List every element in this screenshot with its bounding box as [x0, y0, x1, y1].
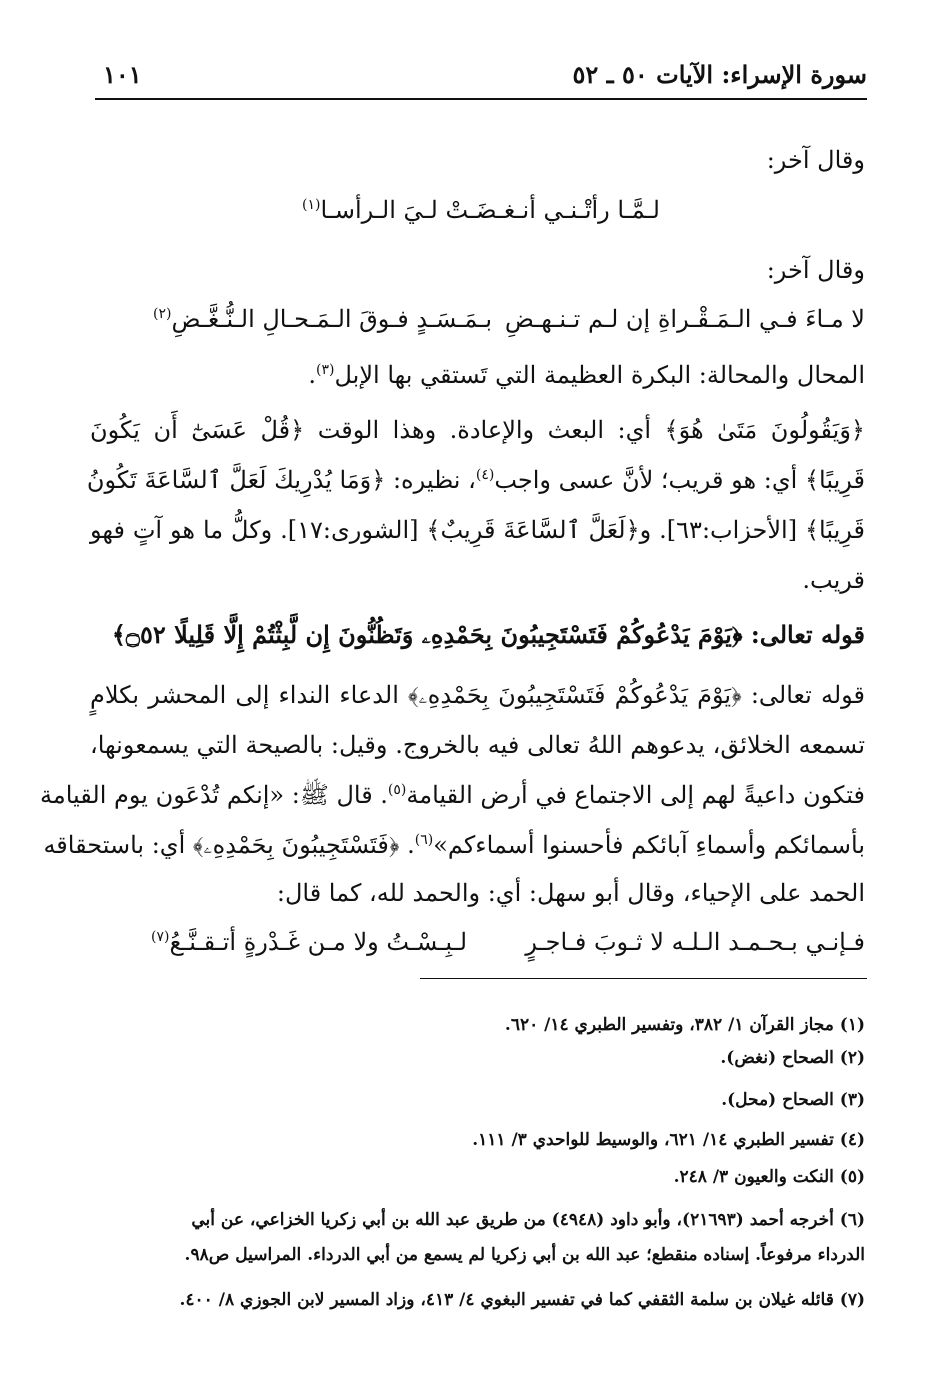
body-line-13b: . قال ﷺ: «إنكم تُدْعَون يوم القيامة — [40, 781, 388, 809]
footnote-3: (٣) الصحاح (محل). — [721, 1090, 865, 1110]
body-line-14 — [43, 830, 865, 860]
footnote-2: (٢) الصحاح (نغض). — [720, 1048, 865, 1068]
body-line-7a: قَرِيبًا﴾ أي: هو قريب؛ لأنَّ عسى واجب — [494, 466, 865, 494]
body-line-9: قريب. — [802, 566, 865, 594]
body-line-14a: بأسمائكم وأسماءِ آبائكم فأحسنوا أسماءكم» — [433, 831, 865, 859]
verse-heading — [112, 620, 865, 650]
footnote-ref-4: (٤) — [475, 467, 495, 483]
footnote-ref-2: (٢) — [152, 306, 172, 322]
footnote-6-continued: الدرداء مرفوعاً. إسناده منقطع؛ عبد الله بن أبي زكريا لم يسمع من أبي الدرداء. المراسيل ص٩٨. — [184, 1245, 865, 1265]
poem-line-1 — [95, 195, 867, 225]
body-line-13a: فتكون داعيةً لهم إلى الاجتماع في أرض القيامة — [406, 781, 865, 809]
footnote-ref-1: (١) — [302, 197, 321, 213]
footnote-ref-7: (٧) — [151, 929, 170, 945]
footnote-5: (٥) النكت والعيون ٣/ ٢٤٨. — [673, 1167, 865, 1187]
body-line-12: تسمعه الخلائق، يدعوهم اللهُ تعالى فيه بالخروج. وقيل: بالصيحة التي يسمعونها، — [90, 731, 865, 759]
page-header — [95, 52, 867, 100]
definition-end: . — [308, 361, 317, 389]
poem2-second-hemistich — [153, 305, 492, 333]
footnote-4: (٤) تفسير الطبري ١٤/ ٦٢١، والوسيط للواحدي ٣/ ١١١. — [472, 1130, 865, 1150]
footnote-ref-6: (٦) — [414, 832, 434, 848]
footnote-1: (١) مجاز القرآن ١/ ٣٨٢، وتفسير الطبري ١٤/ ٦٢٠. — [504, 1015, 865, 1035]
intro-line-2: وقال آخر: — [766, 256, 865, 284]
intro-line-1: وقال آخر: — [766, 146, 865, 174]
poem3-second-hemistich — [151, 928, 467, 956]
body-line-6: ﴿وَيَقُولُونَ مَتَىٰ هُوَ﴾ أي: البعث والإعادة. وهذا الوقت ﴿قُلْ عَسَىٰٓ أَن يَكُونَ — [90, 416, 865, 444]
poem2-first-hemistich: لا مـاءَ فـي الـمَـقْـراةِ إن لـم تـنـهـضِ — [504, 305, 865, 333]
body-line-11: قوله تعالى: ﴿يَوْمَ يَدْعُوكُمْ فَتَسْتَجِيبُونَ بِحَمْدِهِۦ﴾ الدعاء النداء إلى المحشر بكلامٍ — [90, 681, 865, 709]
poem2-second-text: بـمَـسَـدٍ فـوقَ الـمَـحـالِ الـنُّـغَّـضِ — [171, 305, 492, 333]
body-line-7 — [86, 465, 865, 495]
footnote-separator — [420, 978, 867, 979]
body-line-15: الحمد على الإحياء، وقال أبو سهل: أي: والحمد لله، كما قال: — [276, 879, 865, 907]
body-line-13 — [40, 780, 865, 810]
footnote-ref-3: (٣) — [316, 362, 335, 378]
poem-line-1-text: لـمَّـا رأتْـنـي أنـغـضَـتْ لـيَ الـرأسـا — [320, 196, 660, 224]
poem3-second-text: لـبِـسْـتُ ولا مـن غَـدْرةٍ أتـقـنَّـعُ — [169, 928, 467, 956]
footnote-6: (٦) أخرجه أحمد (٢١٦٩٣)، وأبو داود (٤٩٤٨) من طريق عبد الله بن أبي زكريا الخزاعي، عن أبي — [191, 1210, 865, 1230]
body-line-8: قَرِيبًا﴾ [الأحزاب:٦٣]. و﴿لَعَلَّ ٱلسَّاعَةَ قَرِيبٌ﴾ [الشورى:١٧]. وكلُّ ما هو آتٍ فهو — [90, 516, 865, 544]
footnote-ref-5: (٥) — [387, 782, 407, 798]
running-title: سورة الإسراء: الآيات ٥٠ ـ ٥٢ — [572, 60, 867, 89]
verse-heading-text: ﴿يَوْمَ يَدْعُوكُمْ فَتَسْتَجِيبُونَ بِحَمْدِهِۦ وَتَظُنُّونَ إِن لَّبِثْتُمْ إِلَّا قَلِيلًا ۝٥٢﴾ — [111, 620, 743, 649]
body-line-7b: ، نظيره: ﴿وَمَا يُدْرِيكَ لَعَلَّ ٱلسَّاعَةَ تَكُونُ — [86, 466, 476, 494]
definition-text: المحال والمحالة: البكرة العظيمة التي تَستقي بها الإبل — [334, 361, 865, 389]
verse-heading-label: قوله تعالى: — [750, 620, 865, 649]
poem3-first-hemistich: فـإنـي بـحـمـد الـلـه لا ثـوبَ فـاجـرٍ — [525, 928, 865, 956]
definition-line — [308, 360, 865, 390]
page-number: ١٠١ — [103, 60, 142, 89]
footnote-7: (٧) قائله غيلان بن سلمة الثقفي كما في تفسير البغوي ٤/ ٤١٣، وزاد المسير لابن الجوزي ٨/ ٤٠٠. — [179, 1290, 865, 1310]
body-line-14b: . ﴿فَتَسْتَجِيبُونَ بِحَمْدِهِۦ﴾ أي: باستحقاقه — [43, 831, 415, 859]
